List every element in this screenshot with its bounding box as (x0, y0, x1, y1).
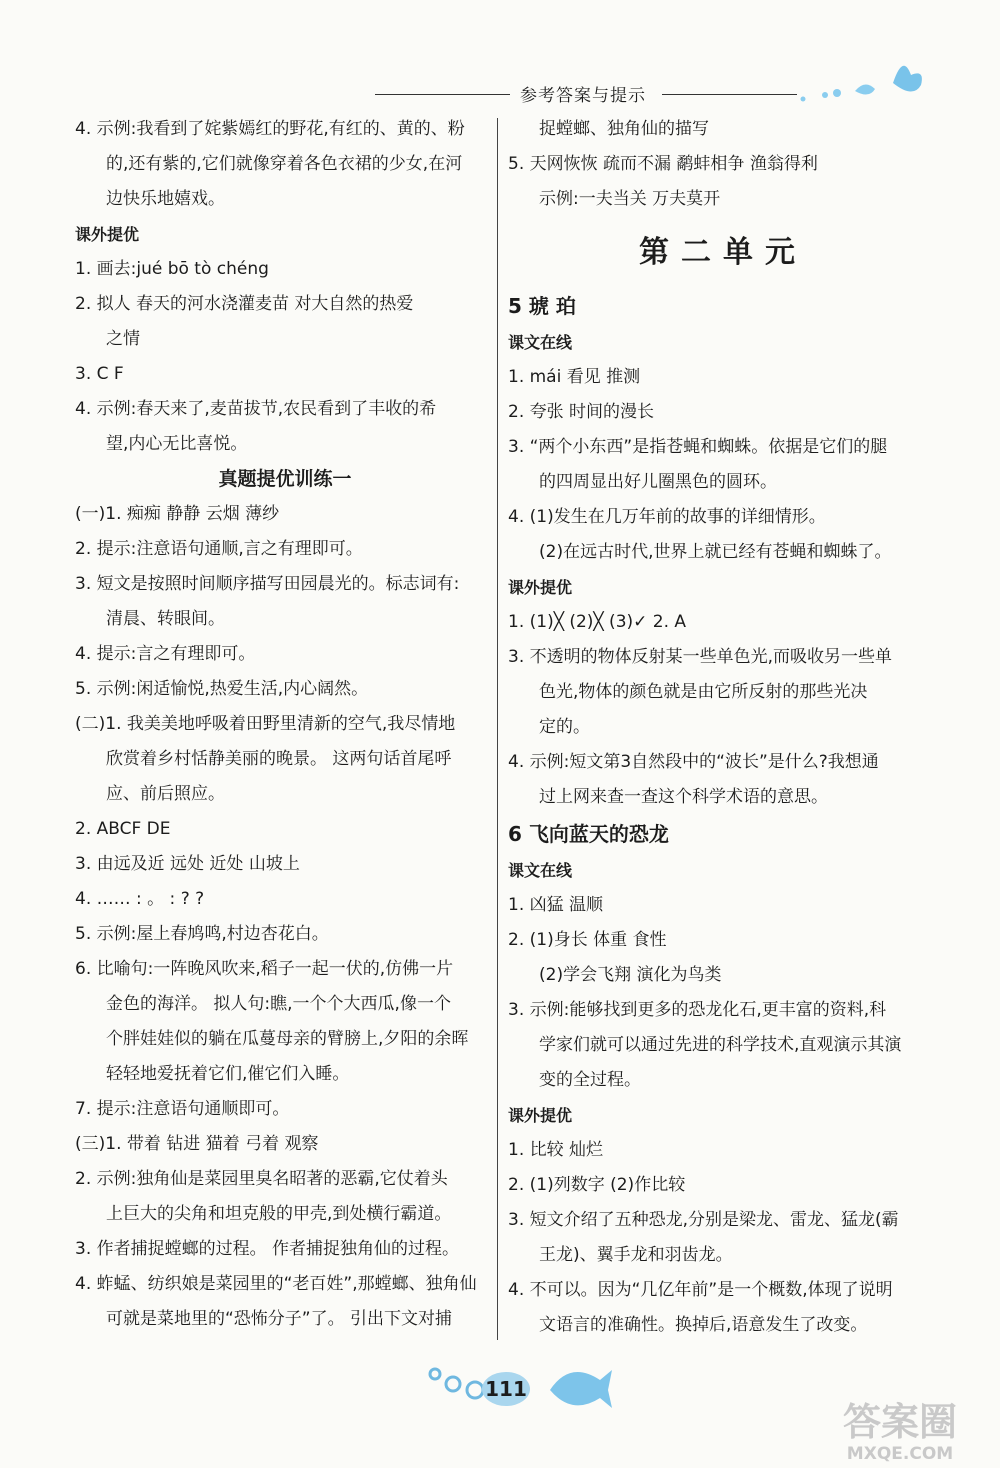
answer-line: 5. 示例:闲适愉悦,热爱生活,内心阔然。 (75, 679, 369, 699)
answer-line: 可就是菜地里的“恐怖分子”了。 引出下文对捕 (106, 1309, 453, 1329)
birds-decoration-icon (795, 43, 935, 123)
answer-line: 6. 比喻句:一阵晚风吹来,稻子一起一伏的,仿佛一片 (75, 959, 454, 979)
section-heading: 课文在线 (508, 333, 573, 352)
answer-line: 王龙)、翼手龙和羽齿龙。 (539, 1245, 733, 1265)
answer-line: 3. 作者捕捉螳螂的过程。 作者捕捉独角仙的过程。 (75, 1239, 460, 1259)
answer-line: 4. 示例:春天来了,麦苗拔节,农民看到了丰收的希 (75, 399, 437, 419)
section-heading: 课外提优 (508, 1106, 573, 1125)
answer-line: 3. 短文是按照时间顺序描写田园晨光的。标志词有: (75, 574, 460, 594)
answer-line: 捉螳螂、独角仙的描写 (539, 119, 709, 139)
section-heading: 课外提优 (75, 225, 140, 244)
section-heading: 真题提优训练一 (218, 468, 352, 490)
fish-icon (545, 1355, 615, 1415)
header-rule-left (375, 94, 510, 95)
answer-line: 望,内心无比喜悦。 (106, 434, 248, 454)
answer-line: 3. 不透明的物体反射某一些单色光,而吸收另一些单 (508, 647, 893, 667)
answer-line: 1. 凶猛 温顺 (508, 895, 604, 915)
answer-line: 4. 示例:短文第3自然段中的“波长”是什么?我想通 (508, 752, 879, 772)
left-column (75, 112, 495, 1337)
answer-line: (一)1. 痴痴 静静 云烟 薄纱 (75, 504, 280, 524)
answer-line: 2. ABCF DE (75, 819, 171, 839)
answer-line: 色光,物体的颜色就是由它所反射的那些光决 (539, 682, 868, 702)
answer-line: 2. (1)身长 体重 食性 (508, 930, 667, 950)
answer-line: 轻轻地爱抚着它们,催它们入睡。 (106, 1064, 350, 1084)
answer-line: 1. 画去:jué bō tò chéng (75, 259, 269, 279)
right-column (508, 112, 938, 1343)
answer-line: (2)在远古时代,世界上就已经有苍蝇和蜘蛛了。 (539, 542, 892, 562)
answer-line: 4. 提示:言之有理即可。 (75, 644, 256, 664)
page-number: 111 (482, 1372, 530, 1406)
answer-line: 1. mái 看见 推测 (508, 367, 641, 387)
answer-line: 示例:一夫当关 万夫莫开 (539, 189, 721, 209)
answer-line: 金色的海洋。 拟人句:瞧,一个个大西瓜,像一个 (106, 994, 451, 1014)
bubbles-icon (425, 1360, 485, 1410)
answer-line: 2. (1)列数字 (2)作比较 (508, 1175, 686, 1195)
answer-line: 4. 不可以。因为“几亿年前”是一个概数,体现了说明 (508, 1280, 893, 1300)
answer-line: (2)学会飞翔 演化为鸟类 (539, 965, 722, 985)
header-rule-right (662, 94, 797, 95)
answer-line: 5. 示例:屋上春鸠鸣,村边杏花白。 (75, 924, 329, 944)
answer-line: 3. 示例:能够找到更多的恐龙化石,更丰富的资料,科 (508, 1000, 887, 1020)
section-heading: 课外提优 (508, 578, 573, 597)
answer-line: 4. (1)发生在几万年前的故事的详细情形。 (508, 507, 826, 527)
answer-line: 定的。 (539, 717, 590, 737)
answer-line: 的,还有紫的,它们就像穿着各色衣裙的少女,在河 (106, 154, 463, 174)
watermark-logo (815, 1400, 985, 1462)
answer-line: 2. 提示:注意语句通顺,言之有理即可。 (75, 539, 363, 559)
page-footer (0, 1340, 1000, 1468)
answer-line: 文语言的准确性。换掉后,语意发生了改变。 (539, 1315, 868, 1335)
answer-line: 5. 天网恢恢 疏而不漏 鹬蚌相争 渔翁得利 (508, 154, 818, 174)
answer-line: 1. (1)╳ (2)╳ (3)✓ 2. A (508, 612, 687, 632)
section-heading: 第二单元 (639, 235, 807, 270)
answer-line: 欣赏着乡村恬静美丽的晚景。 这两句话首尾呼 (106, 749, 452, 769)
section-heading: 6 飞向蓝天的恐龙 (508, 822, 669, 846)
answer-line: 3. 由远及近 远处 近处 山坡上 (75, 854, 300, 874)
watermark-text: 答案圈 (842, 1400, 957, 1444)
answer-line: 清晨、转眼间。 (106, 609, 225, 629)
watermark-url: MXQE.COM (846, 1444, 954, 1464)
answer-line: 2. 夸张 时间的漫长 (508, 402, 655, 422)
answer-line: 7. 提示:注意语句通顺即可。 (75, 1099, 290, 1119)
answer-line: 学家们就可以通过先进的科学技术,直观演示其演 (539, 1035, 902, 1055)
answer-line: 2. 拟人 春天的河水浇灌麦苗 对大自然的热爱 (75, 294, 414, 314)
answer-line: 2. 示例:独角仙是菜园里臭名昭著的恶霸,它仗着头 (75, 1169, 448, 1189)
header-title: 参考答案与提示 (520, 86, 646, 106)
answer-line: (二)1. 我美美地呼吸着田野里清新的空气,我尽情地 (75, 714, 456, 734)
answer-line: 的四周显出好儿圈黑色的圆环。 (539, 472, 777, 492)
answer-line: 应、前后照应。 (106, 784, 225, 804)
section-heading: 5 琥 珀 (508, 294, 576, 318)
section-heading: 课文在线 (508, 861, 573, 880)
answer-line: 3. C F (75, 364, 124, 384)
answer-line: 3. “两个小东西”是指苍蝇和蜘蛛。依据是它们的腿 (508, 437, 888, 457)
column-divider (497, 118, 498, 1340)
answer-line: 1. 比较 灿烂 (508, 1140, 604, 1160)
answer-line: 变的全过程。 (539, 1070, 641, 1090)
answer-line: 4. 蚱蜢、纺织娘是菜园里的“老百姓”,那螳螂、独角仙 (75, 1274, 477, 1294)
answer-line: 3. 短文介绍了五种恐龙,分别是梁龙、雷龙、猛龙(霸 (508, 1210, 899, 1230)
answer-line: 4. 示例:我看到了姹紫嫣红的野花,有红的、黄的、粉 (75, 119, 465, 139)
answer-line: (三)1. 带着 钻进 猫着 弓着 观察 (75, 1134, 319, 1154)
answer-line: 4. …… : 。 : ? ? (75, 889, 205, 909)
answer-line: 个胖娃娃似的躺在瓜蔓母亲的臂膀上,夕阳的余晖 (106, 1029, 469, 1049)
answer-line: 之情 (106, 329, 140, 349)
answer-line: 过上网来查一查这个科学术语的意思。 (539, 787, 828, 807)
answer-line: 上巨大的尖角和坦克般的甲壳,到处横行霸道。 (106, 1204, 452, 1224)
answer-line: 边快乐地嬉戏。 (106, 189, 225, 209)
